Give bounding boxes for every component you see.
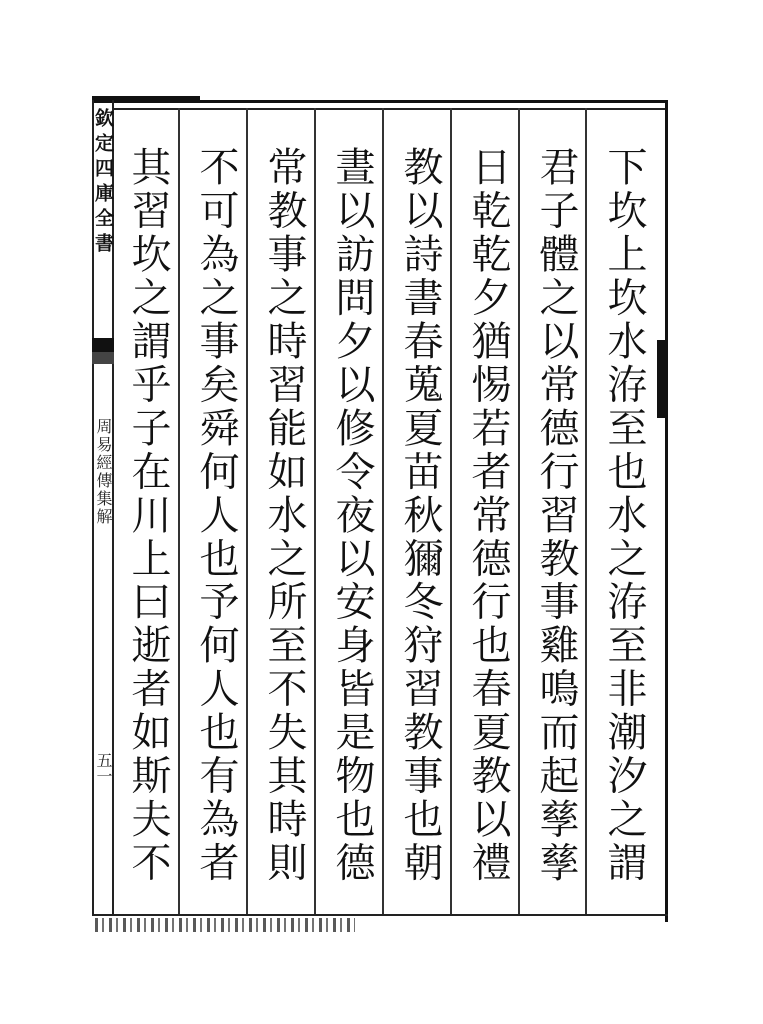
text-column-6: 常教事之時習能如水之所至不失其時則 <box>261 146 307 885</box>
book-title: 周易經傳集解 <box>94 418 113 526</box>
text-column-7: 不可為之事矣舜何人也予何人也有為者 <box>193 146 239 885</box>
text-column-3: 日乾乾夕猶惕若者常德行也春夏教以禮 <box>465 146 511 885</box>
text-column-1: 下坎上坎水洊至也水之洊至非潮汐之謂 <box>601 146 647 885</box>
fish-tail-mark <box>92 338 114 352</box>
fish-tail-mark-lower <box>92 352 114 364</box>
frame-top-rule <box>92 100 668 103</box>
text-column-5: 晝以訪問夕以修令夜以安身皆是物也德 <box>329 146 375 885</box>
page-number: 五一 <box>94 752 113 784</box>
collection-title: 欽定四庫全書 <box>92 108 114 258</box>
frame-right-rule <box>665 100 668 922</box>
text-column-2: 君子體之以常德行習教事雞鳴而起孳孳 <box>533 146 579 885</box>
right-edge-mark <box>657 340 667 418</box>
print-speckle-border <box>95 918 355 932</box>
text-column-4: 教以詩書春蒐夏苗秋獮冬狩習教事也朝 <box>397 146 443 885</box>
text-column-8: 其習坎之謂乎子在川上曰逝者如斯夫不 <box>125 146 171 885</box>
